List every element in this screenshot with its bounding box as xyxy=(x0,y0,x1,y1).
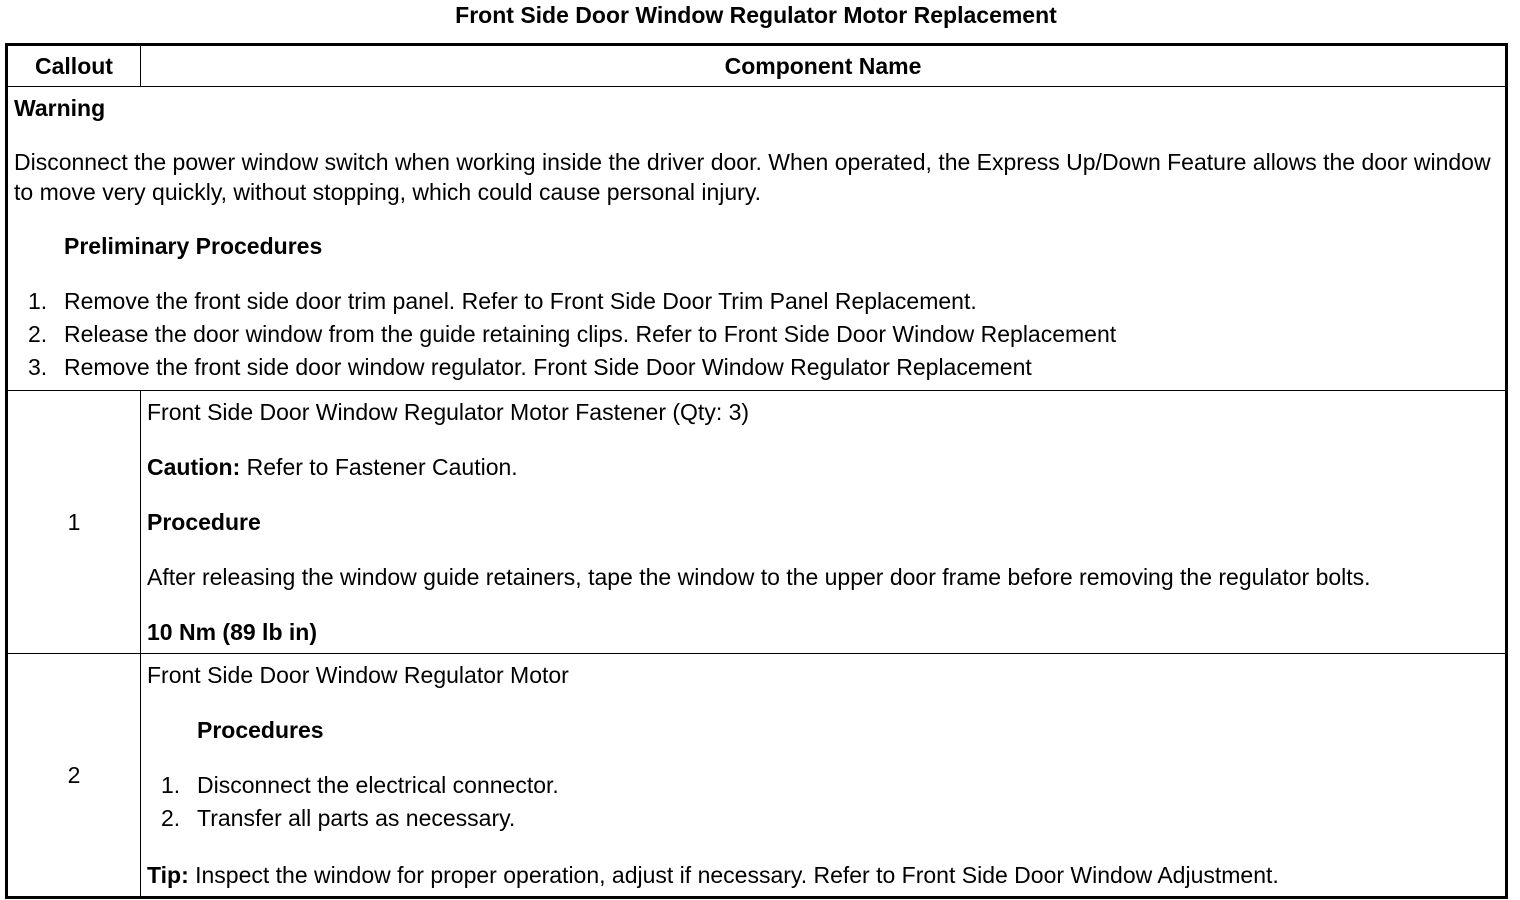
table-header-row xyxy=(7,45,1507,87)
component-name: Front Side Door Window Regulator Motor xyxy=(147,662,569,688)
tip-text: Inspect the window for proper operation, adjust if necessary. Refer to Front Side Door Window Adjustment. xyxy=(188,862,1279,888)
preliminary-heading: Preliminary Procedures xyxy=(64,233,323,259)
procedures-heading: Procedures xyxy=(197,717,324,743)
component-table xyxy=(5,43,1508,899)
preliminary-steps xyxy=(14,285,1505,384)
procedure-text: After releasing the window guide retainers, tape the window to the upper door frame before removing the regulator bolts. xyxy=(147,564,1371,590)
caution-line xyxy=(147,452,1505,482)
callout-number: 1 xyxy=(7,391,141,654)
warning-text: Disconnect the power window switch when working inside the driver door. When operated, the Express Up/Down Feature allows the door window to move very quickly, without stopping, which could cause personal injury. xyxy=(14,149,1491,205)
caution-label: Caution: xyxy=(147,454,241,480)
tip-label: Tip: xyxy=(147,862,189,888)
list-item xyxy=(14,318,1505,351)
component-cell xyxy=(141,391,1507,654)
step-text: Remove the front side door trim panel. Refer to Front Side Door Trim Panel Replacement. xyxy=(64,288,977,314)
step-number: 2. xyxy=(161,805,181,831)
step-text: Release the door window from the guide retaining clips. Refer to Front Side Door Window Replacement xyxy=(64,321,1117,347)
component-name-header: Component Name xyxy=(141,45,1507,87)
step-number: 1. xyxy=(161,772,181,798)
torque-spec: 10 Nm (89 lb in) xyxy=(147,619,317,645)
step-text: Remove the front side door window regulator. Front Side Door Window Regulator Replacement xyxy=(64,354,1032,380)
callout-number: 2 xyxy=(7,654,141,898)
procedure-heading: Procedure xyxy=(147,509,261,535)
page-title: Front Side Door Window Regulator Motor Replacement xyxy=(455,2,1057,28)
callout-header: Callout xyxy=(7,45,141,87)
list-item xyxy=(147,802,1505,835)
procedure-steps xyxy=(147,769,1505,835)
step-text: Disconnect the electrical connector. xyxy=(197,772,559,798)
step-text: Transfer all parts as necessary. xyxy=(197,805,516,831)
caution-text: Refer to Fastener Caution. xyxy=(240,454,518,480)
component-name: Front Side Door Window Regulator Motor Fastener (Qty: 3) xyxy=(147,399,750,425)
step-number: 2. xyxy=(28,321,48,347)
step-number: 1. xyxy=(28,288,48,314)
warning-row xyxy=(7,87,1507,391)
table-row xyxy=(7,391,1507,654)
warning-heading: Warning xyxy=(14,95,106,121)
table-row xyxy=(7,654,1507,898)
component-cell xyxy=(141,654,1507,898)
list-item xyxy=(14,351,1505,384)
step-number: 3. xyxy=(28,354,48,380)
list-item xyxy=(147,769,1505,802)
warning-cell xyxy=(7,87,1507,391)
list-item xyxy=(14,285,1505,318)
tip-line xyxy=(147,860,1505,890)
